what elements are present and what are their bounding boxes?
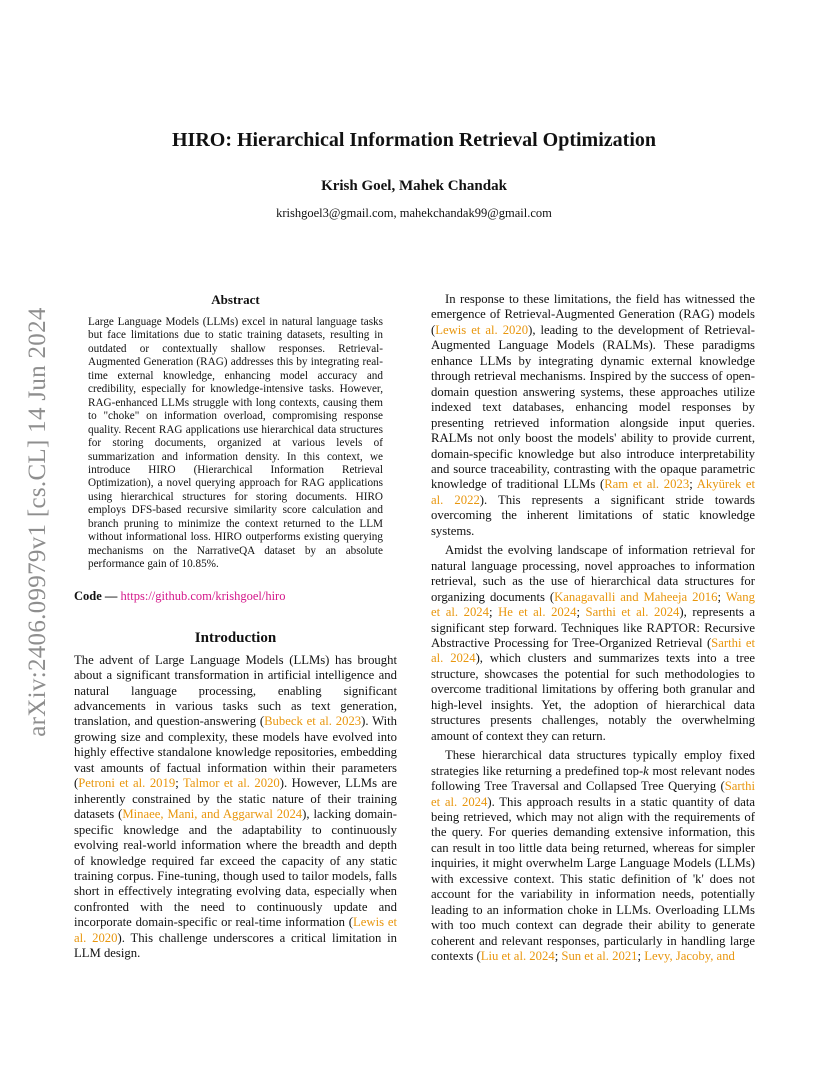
code-line — [74, 589, 397, 604]
text-run: ), lacking domain-specific knowledge and the adaptability to continuously evolving real-world information where the breadth and depth of knowledge required far exceed the capacity of any static training corpus. Fine-tuning, though used to tailor models, falls short in effectively integrating evolving data, especially when confronted with the need to continuously update and incorporate domain-specific or real-time information ( — [74, 807, 398, 930]
right-column — [431, 292, 755, 968]
text-run: In response to these limitations, the field has witnessed the emergence of Retrieval-Augmented Generation (RAG) models ( — [431, 292, 755, 337]
text-run: ; — [554, 949, 562, 964]
text-run: The advent of Large Language Models (LLMs) has brought about a significant transformation in artificial intelligence and natural language processing, enabling significant advancements in various tasks such as text generation, translation, and question-answering ( — [74, 652, 397, 729]
text-run: ). However, LLMs are inherently constrained by the static nature of their training datasets ( — [74, 776, 397, 822]
citation-link[interactable]: Akyürek et al. 2022 — [431, 477, 756, 507]
code-label: Code — — [74, 588, 118, 603]
citation-link[interactable]: Talmor et al. 2020 — [182, 776, 280, 791]
abstract-heading: Abstract — [211, 292, 260, 307]
text-run: most relevant nodes following Tree Traversal and Collapsed Tree Querying ( — [431, 763, 755, 794]
text-run: ; — [576, 605, 586, 620]
text-run: ; — [637, 949, 645, 964]
paper-title: HIRO: Hierarchical Information Retrieval Optimization — [172, 129, 656, 151]
intro-paragraph-4 — [431, 748, 755, 964]
text-run: ). This challenge underscores a critical limitation in LLM design. — [74, 930, 397, 961]
text-run: ), represents a significant step forward. Techniques like RAPTOR: Recursive Abstractive Processing for Tree-Organized Retrieval ( — [431, 605, 755, 650]
citation-link[interactable]: Lewis et al. 2020 — [435, 322, 529, 337]
citation-link[interactable]: Sarthi et al. 2024 — [585, 605, 680, 620]
citation-link[interactable]: Levy, Jacoby, and — [644, 949, 735, 964]
arxiv-identifier: arXiv:2406.09979v1 [cs.CL] 14 Jun 2024 — [24, 307, 51, 737]
text-run: ; — [717, 589, 726, 604]
citation-link[interactable]: Bubeck et al. 2023 — [264, 714, 362, 729]
text-run: ), which clusters and summarizes texts into a tree structure, showcases the potential for such methodologies to overcome traditional limitations by offering both granular and high-level insights. Yet, the adoption of hierarchical data structures presents challenges, notably the overwhelming amount of context they can return. — [431, 651, 755, 743]
author-emails: krishgoel3@gmail.com, mahekchandak99@gmail.com — [276, 206, 552, 220]
text-run: ; — [689, 477, 697, 492]
citation-link[interactable]: Kanagavalli and Maheeja 2016 — [554, 589, 718, 604]
text-run: ). With growing size and complexity, these models have evolved into highly effective standalone knowledge repositories, embedding vast amounts of factual information within their parameters ( — [74, 714, 397, 791]
citation-link[interactable]: Sarthi et al. 2024 — [431, 779, 755, 809]
intro-paragraph-1 — [74, 653, 397, 962]
text-run: ). This approach results in a static quantity of data being retrieved, which may not align with the requirements of the query. For queries demanding extensive information, this can result in too little data being returned, whereas for simpler inquiries, it might overwhelm Large Language Models (LLMs) with excessive context. This static definition of 'k' does not account for the variability in information needs, potentially leading to an information choke in LLMs. Overloading LLMs with too much context can degrade their ability to generate coherent and relevant responses, particularly in handling large contexts ( — [431, 794, 755, 964]
citation-link[interactable]: Minaee, Mani, and Aggarwal 2024 — [122, 807, 303, 822]
intro-paragraph-3 — [431, 543, 755, 744]
text-run: ; — [489, 605, 499, 620]
citation-link[interactable]: Wang et al. 2024 — [431, 589, 755, 620]
math-k: k — [643, 763, 649, 778]
introduction-heading: Introduction — [194, 629, 277, 646]
citation-link[interactable]: Lewis et al. 2020 — [74, 915, 398, 945]
citation-link[interactable]: Petroni et al. 2019 — [78, 776, 176, 791]
intro-paragraph-2 — [431, 292, 755, 539]
text-run: ; — [175, 776, 183, 791]
text-run: These hierarchical data structures typically employ fixed strategies like returning a predefined top- — [431, 748, 755, 778]
arxiv-sidebar — [18, 282, 58, 762]
code-repo-link[interactable]: https://github.com/krishgoel/hiro — [120, 588, 286, 603]
citation-link[interactable]: Liu et al. 2024 — [480, 949, 555, 964]
citation-link[interactable]: Ram et al. 2023 — [604, 477, 690, 492]
paper-authors: Krish Goel, Mahek Chandak — [321, 178, 507, 194]
citation-link[interactable]: He et al. 2024 — [498, 605, 577, 620]
text-run: ). This represents a significant stride towards overcoming the inherent limitations of static knowledge systems. — [431, 492, 755, 538]
citation-link[interactable]: Sarthi et al. 2024 — [431, 635, 755, 666]
left-column — [74, 292, 397, 966]
text-run: ), leading to the development of Retrieval-Augmented Language Models (RALMs). These paradigms enhance LLMs by integrating dynamic external knowledge through retrieval mechanisms. Inspired by the success of open-domain question answering systems, these approaches utilize indexed text databases, enhancing model responses by presenting retrieved information alongside input queries. RALMs not only boost the models' ability to provide current, domain-specific knowledge but also introduce interpretability and source traceability, contrasting with the opaque parametric knowledge of traditional LLMs ( — [431, 322, 755, 492]
citation-link[interactable]: Sun et al. 2021 — [561, 949, 638, 964]
abstract-text: Large Language Models (LLMs) excel in natural language tasks but face limitations due to static training datasets, resulting in outdated or contextually shallow responses. Retrieval-Augmented Generation (RAG) addresses this by integrating real-time external knowledge, enhancing model accuracy and credibility, especially for knowledge-intensive tasks. However, RAG-enhanced LLMs struggle with long contexts, causing them to "choke" on information overload, compromising response quality. Recent RAG applications use hierarchical data structures for storing documents, organized at various levels of summarization and information density. In this context, we introduce HIRO (Hierarchical Information Retrieval Optimization), a novel querying approach for RAG applications using hierarchical structures for storing documents. HIRO employs DFS-based recursive similarity score calculation and branch pruning to minimize the context returned to the LLM without informational loss. HIRO outperforms existing querying mechanisms on the NarrativeQA dataset by an absolute performance gain of 10.85%. — [88, 316, 383, 571]
text-run: Amidst the evolving landscape of information retrieval for natural language processing, novel approaches to information retrieval, such as the use of hierarchical data structures for organizing documents ( — [431, 543, 755, 604]
